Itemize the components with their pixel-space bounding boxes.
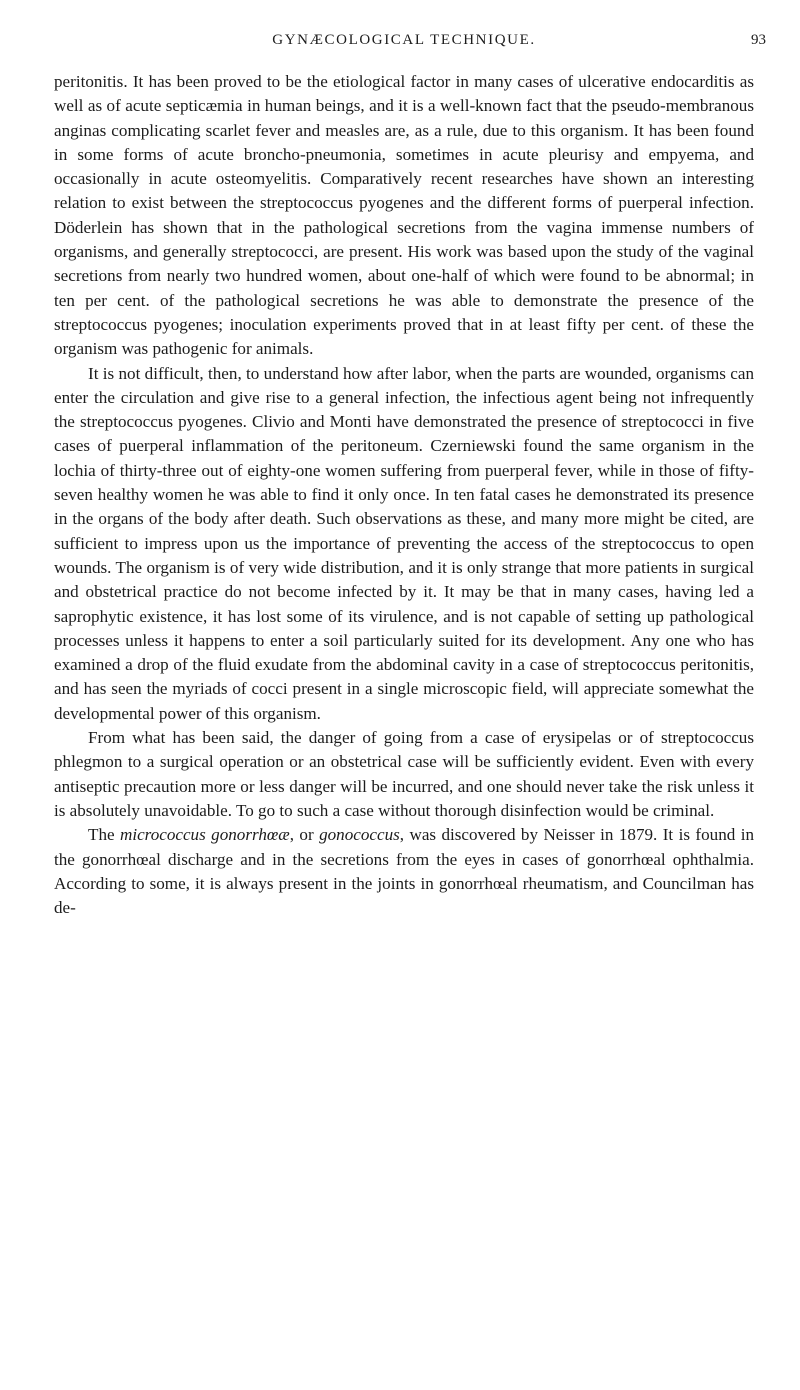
page-number: 93	[751, 32, 766, 48]
paragraph-4	[54, 823, 754, 920]
term-gonococcus: gonococcus	[319, 825, 400, 845]
term-micrococcus-gonorrhoeae: micrococcus gonorrhœæ	[120, 825, 290, 845]
paragraph-4-mid: , or	[289, 825, 320, 845]
paragraph-1: peritonitis. It has been proved to be the etiological factor in many cases of ulcerative endocarditis as well as of acute septicæmia in human beings, and it is a well-known fact that the pseudo-membranous anginas complicating scarlet fever and measles are, as a rule, due to this organism. It has been found in some forms of acute broncho-pneumonia, sometimes in acute pleurisy and empyema, and occasionally in acute osteomyelitis. Comparatively recent researches have shown an interesting relation to exist between the streptococcus pyogenes and the different forms of puerperal infection. Döderlein has shown that in the pathological secretions from the vagina immense numbers of organisms, and generally streptococci, are present. His work was based upon the study of the vaginal secretions from nearly two hundred women, about one-half of which were found to be abnormal; in ten per cent. of the pathological secretions he was able to demonstrate the presence of the streptococcus pyogenes; inoculation experiments proved that in at least fifty per cent. of these the organism was pathogenic for animals.	[54, 72, 754, 359]
paragraph-4-rest: , was discovered by Neisser in 1879. It is found in the gonorrhœal discharge and in the secretions from the eyes in cases of gonorrhœal ophthalmia. According to some, it is always present in the joints in gonorrhœal rheumatism, and Councilman has de-	[54, 825, 755, 918]
paragraph-2: It is not difficult, then, to understand how after labor, when the parts are wounded, organisms can enter the circulation and give rise to a general infection, the infectious agent being not infrequently the streptococcus pyogenes. Clivio and Monti have demonstrated the presence of streptococci in five cases of puerperal inflammation of the peritoneum. Czerniewski found the same organism in the lochia of thirty-three out of eighty-one women suffering from puerperal fever, while in those of fifty-seven healthy women he was able to find it only once. In ten fatal cases he demonstrated its presence in the organs of the body after death. Such observations as these, and many more might be cited, are sufficient to impress upon us the importance of preventing the access of the streptococcus to open wounds. The organism is of very wide distribution, and it is only strange that more patients in surgical and obstetrical practice do not become infected by it. It may be that in many cases, having led a saprophytic existence, it has lost some of its virulence, and is not capable of setting up pathological processes unless it happens to enter a soil particularly suited for its development. Any one who has examined a drop of the fluid exudate from the abdominal cavity in a case of streptococcus peritonitis, and has seen the myriads of cocci present in a single microscopic field, will appreciate somewhat the developmental power of this organism.	[54, 363, 754, 723]
page-header	[54, 32, 766, 56]
paragraph-4-lead: The	[88, 825, 120, 845]
running-head: GYNÆCOLOGICAL TECHNIQUE.	[272, 32, 536, 48]
document-page	[54, 32, 766, 920]
body-text	[54, 70, 754, 920]
paragraph-3: From what has been said, the danger of going from a case of erysipelas or of streptococcus phlegmon to a surgical operation or an obstetrical case will be sufficiently evident. Even with every antiseptic precaution more or less danger will be incurred, and one should never take the risk unless it is absolutely unavoidable. To go to such a case without thorough disinfection would be criminal.	[54, 728, 754, 820]
